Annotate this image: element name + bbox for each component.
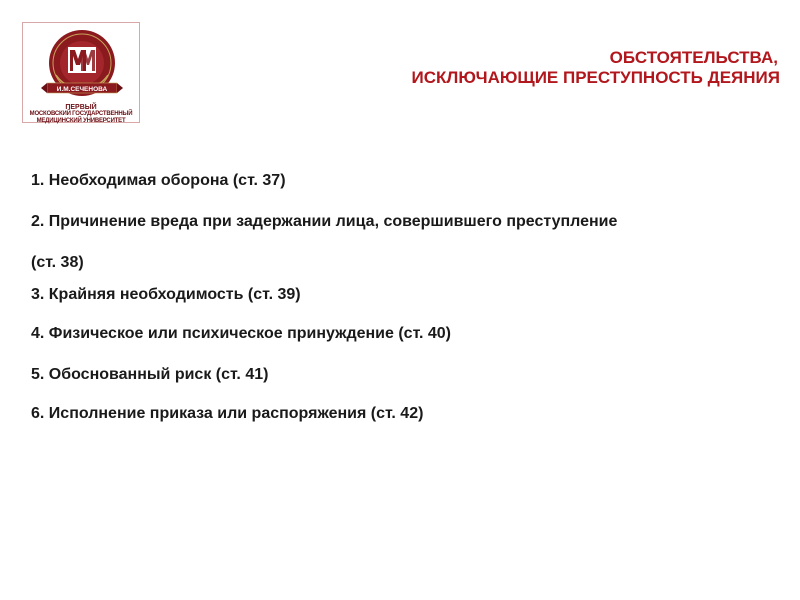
list-item: 6. Исполнение приказа или распоряжения (ст. 42) xyxy=(31,405,424,422)
university-logo xyxy=(22,22,140,123)
list-item-continuation: (ст. 38) xyxy=(31,254,84,271)
university-emblem-icon xyxy=(23,23,141,103)
logo-line-1: ПЕРВЫЙ xyxy=(65,104,97,111)
slide-title xyxy=(412,48,780,88)
list-item: 1. Необходимая оборона (ст. 37) xyxy=(31,172,286,189)
slide-title-line-2: ИСКЛЮЧАЮЩИЕ ПРЕСТУПНОСТЬ ДЕЯНИЯ xyxy=(411,68,780,87)
slide-title-line-1: ОБСТОЯТЕЛЬСТВА, xyxy=(609,48,778,67)
logo-line-2: МОСКОВСКИЙ ГОСУДАРСТВЕННЫЙ xyxy=(29,111,133,117)
list-item: 5. Обоснованный риск (ст. 41) xyxy=(31,366,269,383)
logo-ribbon-text: И.М.СЕЧЕНОВА xyxy=(56,86,108,93)
list-item: 4. Физическое или психическое принуждение (ст. 40) xyxy=(31,325,452,342)
logo-line-3: МЕДИЦИНСКИЙ УНИВЕРСИТЕТ xyxy=(36,118,126,124)
list-item: 2. Причинение вреда при задержании лица, совершившего преступление xyxy=(31,213,618,230)
list-item: 3. Крайняя необходимость (ст. 39) xyxy=(31,286,301,303)
